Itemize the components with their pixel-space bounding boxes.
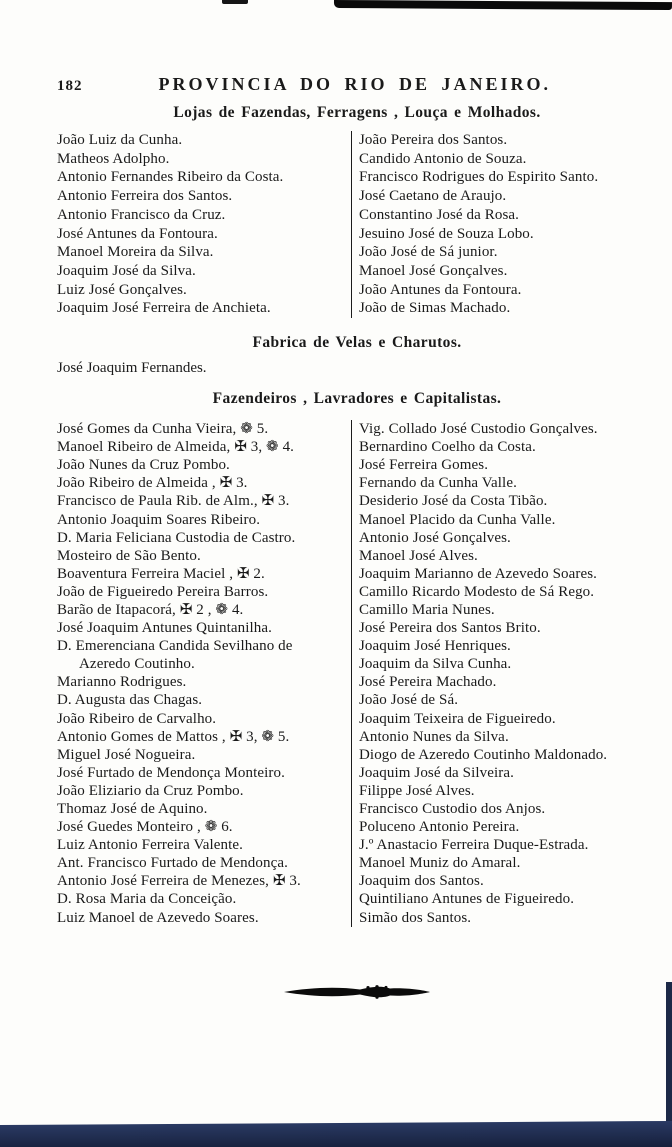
list-item: Filippe José Alves. xyxy=(359,782,475,799)
list-item: Ant. Francisco Furtado de Mendonça. xyxy=(57,855,288,872)
section-heading-fazendeiros: Fazendeiros , Lavradores e Capitalistas. xyxy=(212,390,502,408)
list-item: João Pereira dos Santos. xyxy=(359,132,508,148)
list-item: Manoel José Gonçalves. xyxy=(359,262,508,279)
list-item: Marianno Rodrigues. xyxy=(57,674,187,691)
list-item: Francisco Rodrigues do Espirito Santo. xyxy=(359,169,599,186)
list-item: Mosteiro de São Bento. xyxy=(57,547,201,564)
list-item: João Ribeiro de Almeida , ✠ 3. xyxy=(57,475,248,492)
list-item: Joaquim José Ferreira de Anchieta. xyxy=(57,300,271,317)
section-heading-fabrica: Fabrica de Velas e Charutos. xyxy=(252,334,462,352)
list-item: João Eliziario da Cruz Pombo. xyxy=(57,782,244,799)
list-item: João Antunes da Fontoura. xyxy=(359,281,522,298)
list-item: Camillo Maria Nunes. xyxy=(359,601,495,618)
list-item: Joaquim da Silva Cunha. xyxy=(359,656,512,673)
list-item: Jesuino José de Souza Lobo. xyxy=(359,225,534,242)
list-item: Joaquim José Henriques. xyxy=(359,638,511,655)
fazendeiros-columns xyxy=(57,420,657,927)
list-item: José Joaquim Antunes Quintanilha. xyxy=(57,620,272,637)
fazendeiros-list-left xyxy=(57,420,351,927)
page-header xyxy=(57,74,657,95)
page-content xyxy=(57,0,657,1004)
list-item: Antonio José Ferreira de Menezes, ✠ 3. xyxy=(57,873,301,890)
list-item: J.º Anastacio Ferreira Duque-Estrada. xyxy=(359,837,589,854)
list-item: Quintiliano Antunes de Figueiredo. xyxy=(359,891,575,908)
list-item: José Guedes Monteiro , ❁ 6. xyxy=(57,819,233,836)
list-item: D. Rosa Maria da Conceição. xyxy=(57,891,237,908)
list-item: D. Emerenciana Candida Sevilhano de xyxy=(57,638,293,655)
tailpiece-ornament xyxy=(57,985,657,1004)
list-item: João Luiz da Cunha. xyxy=(57,132,183,148)
list-item: Joaquim Teixeira de Figueiredo. xyxy=(359,710,556,727)
list-item: Joaquim José da Silva. xyxy=(57,262,196,279)
fabrica-entry: José Joaquim Fernandes. xyxy=(57,360,207,377)
list-item: Simão dos Santos. xyxy=(359,909,472,926)
page-number: 182 xyxy=(57,78,83,94)
lojas-list-right xyxy=(351,131,657,318)
list-item: Joaquim dos Santos. xyxy=(359,873,484,890)
list-item: Manoel Muniz do Amaral. xyxy=(359,855,521,872)
lojas-list-left xyxy=(57,131,351,318)
section-heading-lojas: Lojas de Fazendas, Ferragens , Louça e Molhados. xyxy=(173,104,541,121)
list-item: Antonio Gomes de Mattos , ✠ 3, ❁ 5. xyxy=(57,728,290,745)
list-item: Manoel Placido da Cunha Valle. xyxy=(359,511,556,528)
list-item: João de Figueiredo Pereira Barros. xyxy=(57,583,269,600)
list-item: Candido Antonio de Souza. xyxy=(359,150,527,167)
list-item: Miguel José Nogueira. xyxy=(57,746,196,763)
list-item: Luiz Manoel de Azevedo Soares. xyxy=(57,909,259,926)
list-item: José Pereira dos Santos Brito. xyxy=(359,620,541,637)
list-item: Antonio Fernandes Ribeiro da Costa. xyxy=(57,169,284,186)
list-item: Desiderio José da Costa Tibão. xyxy=(359,493,548,510)
list-item: Vig. Collado José Custodio Gonçalves. xyxy=(359,421,598,438)
page-title: PROVINCIA DO RIO DE JANEIRO. xyxy=(158,74,552,94)
list-item: Antonio Joaquim Soares Ribeiro. xyxy=(57,511,261,528)
list-item: Camillo Ricardo Modesto de Sá Rego. xyxy=(359,583,595,600)
list-item: Antonio Nunes da Silva. xyxy=(359,728,509,745)
list-item: D. Augusta das Chagas. xyxy=(57,692,203,709)
list-item: Barão de Itapacorá, ✠ 2 , ❁ 4. xyxy=(57,601,244,618)
list-item: Manoel Ribeiro de Almeida, ✠ 3, ❁ 4. xyxy=(57,439,295,456)
list-item: Constantino José da Rosa. xyxy=(359,206,519,223)
list-item: João José de Sá. xyxy=(359,692,459,709)
list-item: José Pereira Machado. xyxy=(359,674,497,691)
list-item: Manoel Moreira da Silva. xyxy=(57,244,214,261)
list-item: João Ribeiro de Carvalho. xyxy=(57,710,217,727)
list-item: Antonio José Gonçalves. xyxy=(359,529,511,546)
list-item: Antonio Ferreira dos Santos. xyxy=(57,188,233,205)
list-item: Boaventura Ferreira Maciel , ✠ 2. xyxy=(57,565,265,582)
list-item: Bernardino Coelho da Costa. xyxy=(359,439,536,456)
list-item: João Nunes da Cruz Pombo. xyxy=(57,457,230,474)
list-item: Fernando da Cunha Valle. xyxy=(359,475,517,492)
list-item: Thomaz José de Aquino. xyxy=(57,801,208,817)
list-item: Matheos Adolpho. xyxy=(57,150,170,167)
list-item: Poluceno Antonio Pereira. xyxy=(359,819,520,836)
list-item: José Gomes da Cunha Vieira, ❁ 5. xyxy=(57,421,269,438)
list-item: Joaquim José da Silveira. xyxy=(359,764,514,781)
list-item: Joaquim Marianno de Azevedo Soares. xyxy=(359,565,598,582)
list-item: D. Maria Feliciana Custodia de Castro. xyxy=(57,529,296,546)
list-item: José Caetano de Araujo. xyxy=(359,188,507,205)
list-item: José Antunes da Fontoura. xyxy=(57,225,218,242)
list-item: Francisco Custodio dos Anjos. xyxy=(359,801,546,817)
list-item: Diogo de Azeredo Coutinho Maldonado. xyxy=(359,746,608,763)
list-item: João José de Sá junior. xyxy=(359,244,498,261)
lojas-columns xyxy=(57,131,657,318)
list-item: João de Simas Machado. xyxy=(359,300,511,317)
list-item: José Ferreira Gomes. xyxy=(359,457,489,474)
list-item: Francisco de Paula Rib. de Alm., ✠ 3. xyxy=(57,493,290,510)
list-item: Manoel José Alves. xyxy=(359,547,478,564)
list-item: Luiz José Gonçalves. xyxy=(57,281,187,298)
list-item: José Furtado de Mendonça Monteiro. xyxy=(57,764,285,781)
scan-artifact-bottom-edge xyxy=(0,1121,672,1147)
fazendeiros-list-right xyxy=(351,420,657,927)
list-item: Luiz Antonio Ferreira Valente. xyxy=(57,837,244,854)
list-item: Azeredo Coutinho. xyxy=(79,656,195,673)
list-item: Antonio Francisco da Cruz. xyxy=(57,206,226,223)
